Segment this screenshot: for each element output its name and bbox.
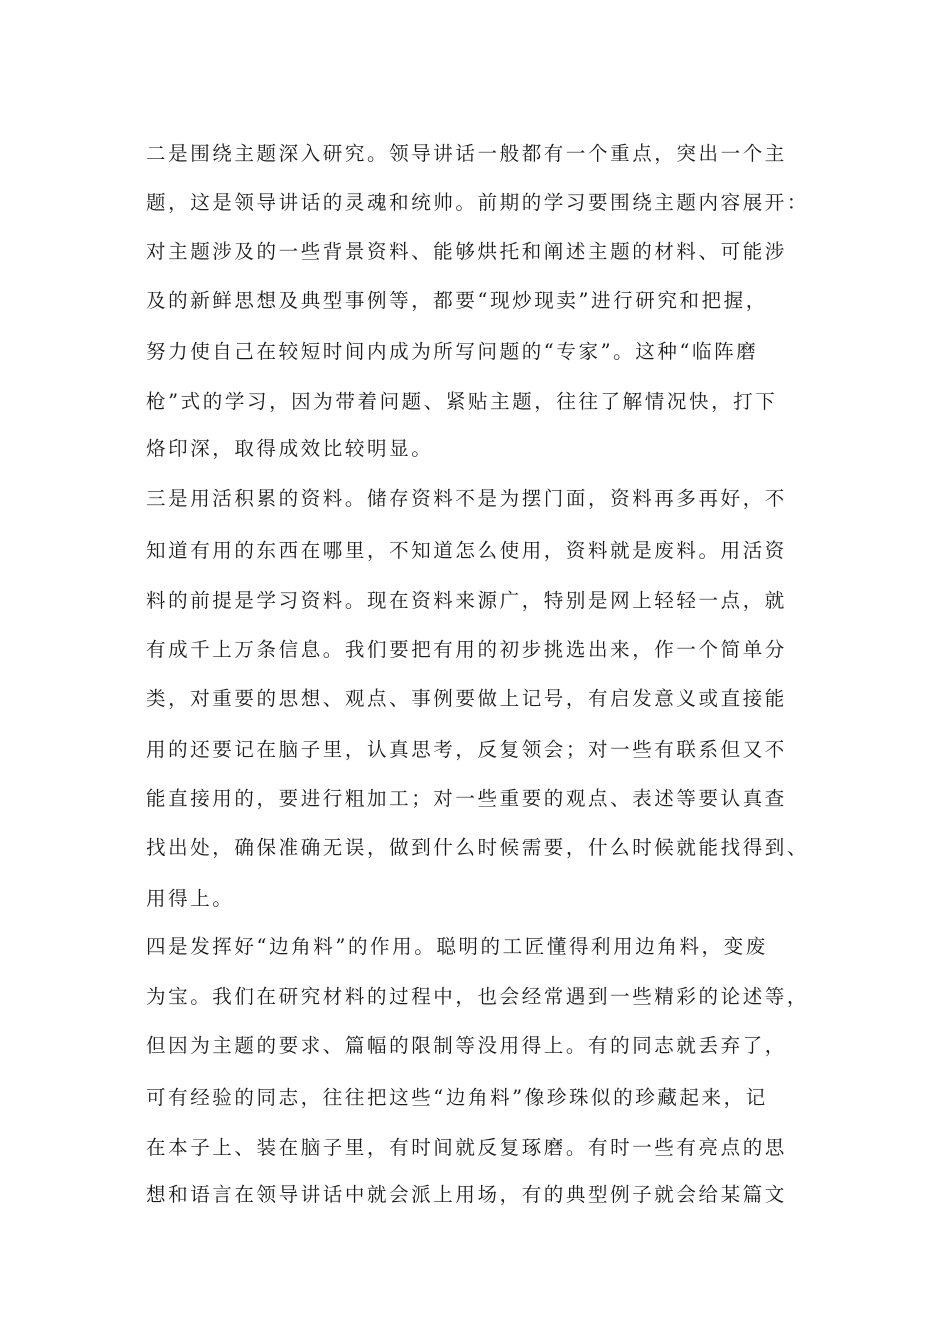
text-line: 四是发挥好“边角料”的作用。聪明的工匠懂得利用边角料，变废	[146, 935, 768, 958]
text-line: 但因为主题的要求、篇幅的限制等没用得上。有的同志就丢弃了，	[146, 1034, 787, 1057]
text-line: 三是用活积累的资料。储存资料不是为摆门面，资料再多再好，不	[146, 487, 787, 510]
text-line: 知道有用的东西在哪里，不知道怎么使用，资料就是废料。用活资	[146, 539, 787, 562]
text-line: 对主题涉及的一些背景资料、能够烘托和阐述主题的材料、可能涉	[146, 240, 787, 263]
text-line: 二是围绕主题深入研究。领导讲话一般都有一个重点，突出一个主	[146, 142, 787, 165]
text-line: 及的新鲜思想及典型事例等，都要“现炒现卖”进行研究和把握，	[146, 289, 768, 312]
text-line: 烙印深，取得成效比较明显。	[146, 437, 434, 460]
text-line: 为宝。我们在研究材料的过程中，也会经常遇到一些精彩的论述等，	[146, 985, 810, 1008]
text-line: 料的前提是学习资料。现在资料来源广，特别是网上轻轻一点，就	[146, 589, 787, 612]
text-line: 类，对重要的思想、观点、事例要做上记号，有启发意义或直接能	[146, 687, 787, 710]
text-line: 想和语言在领导讲话中就会派上用场，有的典型例子就会给某篇文	[146, 1183, 787, 1206]
text-line: 努力使自己在较短时间内成为所写问题的“专家”。这种“临阵磨	[146, 340, 759, 363]
text-line: 题，这是领导讲话的灵魂和统帅。前期的学习要围绕主题内容展开：	[146, 191, 810, 214]
text-line: 可有经验的同志，往往把这些“边角料”像珍珠似的珍藏起来，记	[146, 1086, 768, 1109]
text-line: 用的还要记在脑子里，认真思考，反复领会；对一些有联系但又不	[146, 738, 787, 761]
text-line: 找出处，确保准确无误，做到什么时候需要，什么时候就能找得到、	[146, 836, 810, 859]
text-line: 能直接用的，要进行粗加工；对一些重要的观点、表述等要认真查	[146, 787, 787, 810]
text-line: 枪”式的学习，因为带着问题、紧贴主题，往往了解情况快，打下	[146, 390, 778, 413]
text-line: 用得上。	[146, 887, 235, 910]
text-line: 有成千上万条信息。我们要把有用的初步挑选出来，作一个简单分	[146, 638, 787, 661]
text-line: 在本子上、装在脑子里，有时间就反复琢磨。有时一些有亮点的思	[146, 1136, 787, 1159]
